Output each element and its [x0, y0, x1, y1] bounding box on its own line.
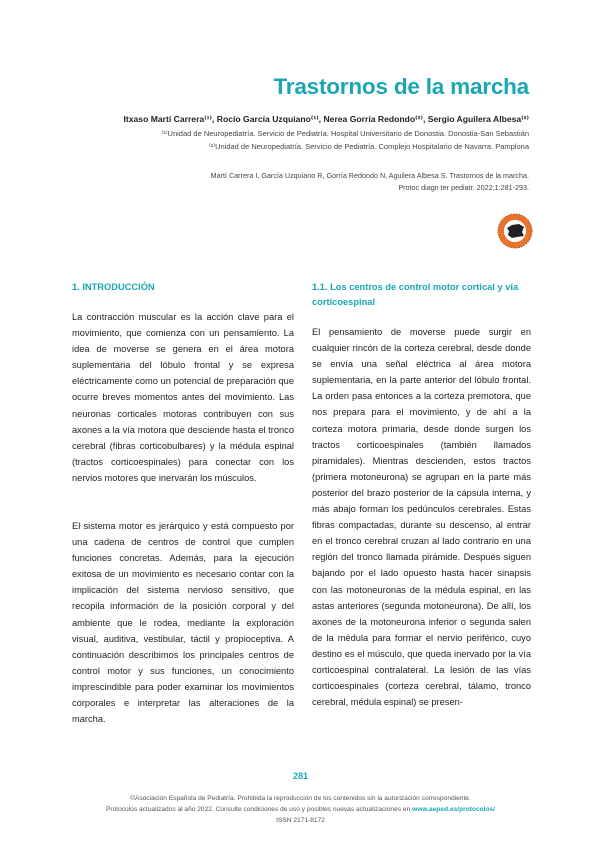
affiliation-1: ⁽¹⁾Unidad de Neuropediatría. Servicio de Pediatría. Hospital Universitario de Donostia. Donostia-San Sebastián: [161, 129, 529, 138]
protocols-notice: [0, 806, 601, 813]
motor-control-paragraph: El pensamiento de moverse puede surgir en cualquier rincón de la corteza cerebral, desde donde se envía una señal eléctrica al área motora suplementaria, en la parte anterior del lóbulo frontal. La orden pasa entonces a la corteza premotora, que nos prepara para el movimiento, y de ahí a la corteza motora primaria, desde donde surgen los tractos corticoespinales (también llamados piramidales). Mientras descienden, estos tractos (primera motoneurona) se agrupan en la parte más posterior del brazo posterior de la cápsula interna, y más abajo forman los pedúnculos cerebrales. Estas fibras compactadas, durante su descenso, al entrar en el tronco cerebral cruzan al lado contrario en una región del tronco llamada pirámide. Después siguen bajando por el lado opuesto hasta hacer sinapsis con las motoneuronas de la médula espinal, en las astas anteriores (segunda motoneurona). De allí, los axones de la motoneurona inferior o segunda salen de la médula para formar el nervio periférico, cuyo destino es el músculo, que queda inervado por la vía corticoespinal contralateral. La lesión de las vías corticoespinales (corteza cerebral, tálamo, tronco cerebral, médula espinal) se presen-: [312, 327, 531, 708]
section-heading-motor-control: 1.1. Los centros de control motor cortical y vía corticoespinal: [312, 282, 519, 307]
intro-paragraph-2: El sistema motor es jerárquico y está compuesto por una cadena de centros de control que cumplen funciones concretas. Además, para la ejecución exitosa de un movimiento es necesario contar con la implicación del sistema nervioso sensitivo, que recopila información de la posición corporal y del ambiente que le rodea, mediante la exploración visual, auditiva, vestibular, táctil y propioceptiva. A continuación describimos los principales centros de control motor y sus funciones, un conocimiento imprescindible para poder examinar los movimientos corporales e interpretar las alteraciones de la marcha.: [72, 521, 294, 725]
affiliation-2: ⁽²⁾Unidad de Neuropediatría. Servicio de Pediatría. Complejo Hospitalario de Navarra. Pamplona: [208, 142, 529, 151]
section-heading-introduction: 1. INTRODUCCIÓN: [72, 282, 155, 292]
intro-paragraph-1: La contracción muscular es la acción clave para el movimiento, que comienza con un pensamiento. La idea de moverse se genera en el área motora suplementaria del lóbulo frontal y se expresa eléctricamente como un potencial de preparación que ocurre breves momentos antes del movimiento. Las neuronas corticales motoras contribuyen con sus axones a la vía motora que desciende hasta el tronco cerebral (fibras corticobulbares) y la médula espinal (tractos corticoespinales) para conectar con los nervios motores que inervarán los músculos.: [72, 312, 294, 483]
author-list: Itxaso Martí Carrera⁽¹⁾, Rocío García Uzquiano⁽¹⁾, Nerea Gorría Redondo⁽²⁾, Sergio Aguilera Albesa⁽²⁾: [123, 114, 529, 124]
citation-line-1: Martí Carrera I, García Uzquiano R, Gorría Redondo N, Aguilera Albesa S. Trastornos de la marcha.: [210, 171, 529, 180]
protocols-link[interactable]: www.aeped.es/protocolos/: [412, 806, 496, 813]
aep-seal-icon: [497, 213, 533, 249]
protocols-text: Protocolos actualizados al año 2022. Consulte condiciones de uso y posibles nuevas actualizaciones en: [105, 806, 411, 813]
copyright-notice: ©Asociación Española de Pediatría. Prohibida la reproducción de los contenidos sin la autorización correspondiente.: [130, 795, 471, 802]
article-title: Trastornos de la marcha: [273, 74, 529, 99]
issn: ISSN 2171-8172: [276, 817, 325, 824]
citation-line-2: Protoc diagn ter pediatr. 2022;1:281-293.: [398, 183, 529, 192]
page-number: 281: [292, 771, 309, 781]
